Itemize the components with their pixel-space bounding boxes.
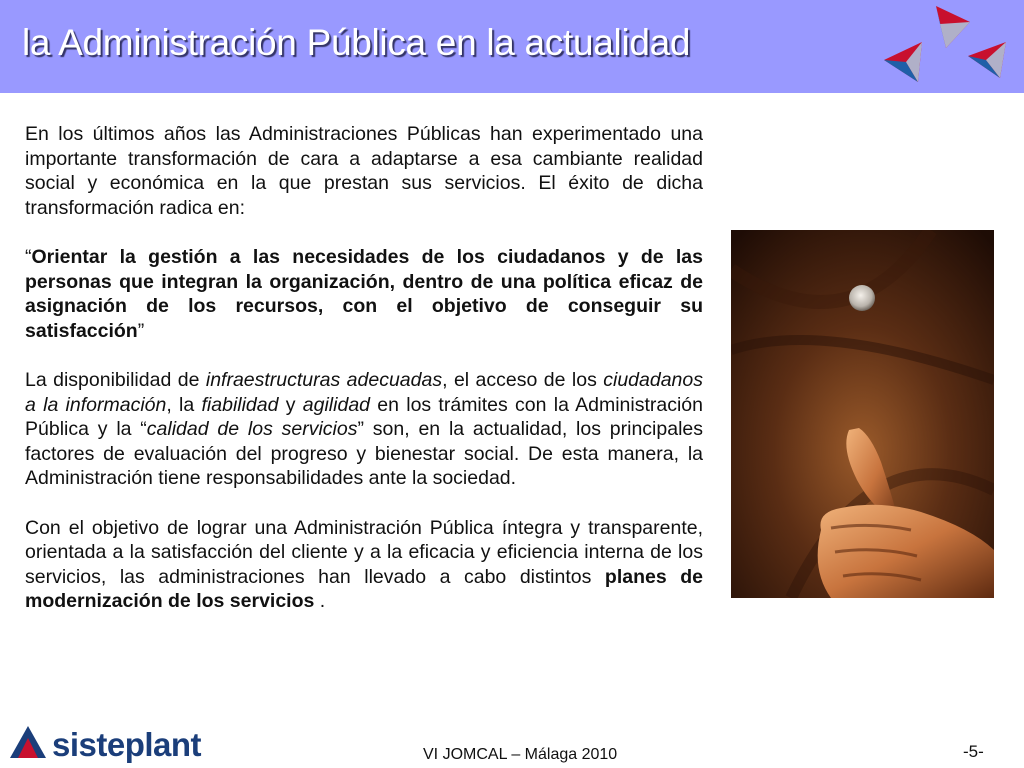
brand-name: sisteplant [52, 726, 202, 763]
paragraph-intro: En los últimos años las Administraciones Públicas han experimentado una importante transformación de cara a adaptarse a esa cambiante realidad social y económica en la que prestan sus servicios. El éxito de dicha transformación radica en: [25, 123, 703, 219]
photo-thumbs-up-moon [731, 230, 994, 598]
italic-segment: infraestructuras adecuadas [205, 368, 443, 391]
quote-bold-text: Orientar la gestión a las necesidades de los ciudadanos y de las personas que integran la organización, dentro de una política eficaz de asignación de los recursos, con el objetivo de conseguir su satisfacción [25, 245, 703, 342]
open-quote: “ [25, 245, 32, 268]
text-segment: . [314, 590, 326, 613]
text-segment: , el acceso de los [442, 368, 604, 391]
text-segment: Con el objetivo de lograr una Administración Pública íntegra y transparente, orientada a la satisfacción del cliente y a la eficacia y eficiencia interna de los servicios, las administraciones han llevado a cabo distintos [25, 516, 703, 588]
close-quote: ” [137, 319, 145, 342]
paragraph-objective [25, 516, 703, 614]
header-bar [0, 0, 1024, 93]
text-segment: , la [166, 393, 202, 416]
sisteplant-logo-icon [8, 724, 48, 764]
text-segment: y [278, 393, 303, 416]
text-segment: La disponibilidad de [25, 368, 206, 391]
body-text [25, 122, 703, 638]
paragraph-factors [25, 368, 703, 491]
italic-segment: fiabilidad [201, 393, 279, 416]
page-number: -5- [963, 742, 984, 761]
event-label: VI JOMCAL – Málaga 2010 [423, 746, 618, 763]
text-segment: ” son, en la actualidad, los principales factores de evaluación del progreso y bienestar social. De esta manera, la Administración tiene responsabilidades ante la sociedad. [25, 418, 703, 490]
italic-segment: calidad de los servicios [146, 418, 358, 441]
triangle-arrows-logo-icon [876, 4, 1016, 88]
sisteplant-logo [8, 722, 202, 766]
italic-segment: ciudadanos a la información [25, 368, 703, 416]
slide-title: la Administración Pública en la actualidad [22, 22, 691, 63]
paragraph-quote [25, 245, 703, 343]
bold-segment: planes de modernización de los servicios [25, 565, 703, 613]
italic-segment: agilidad [302, 393, 371, 416]
text-segment: en los trámites con la Administración Pública y la “ [25, 393, 704, 441]
